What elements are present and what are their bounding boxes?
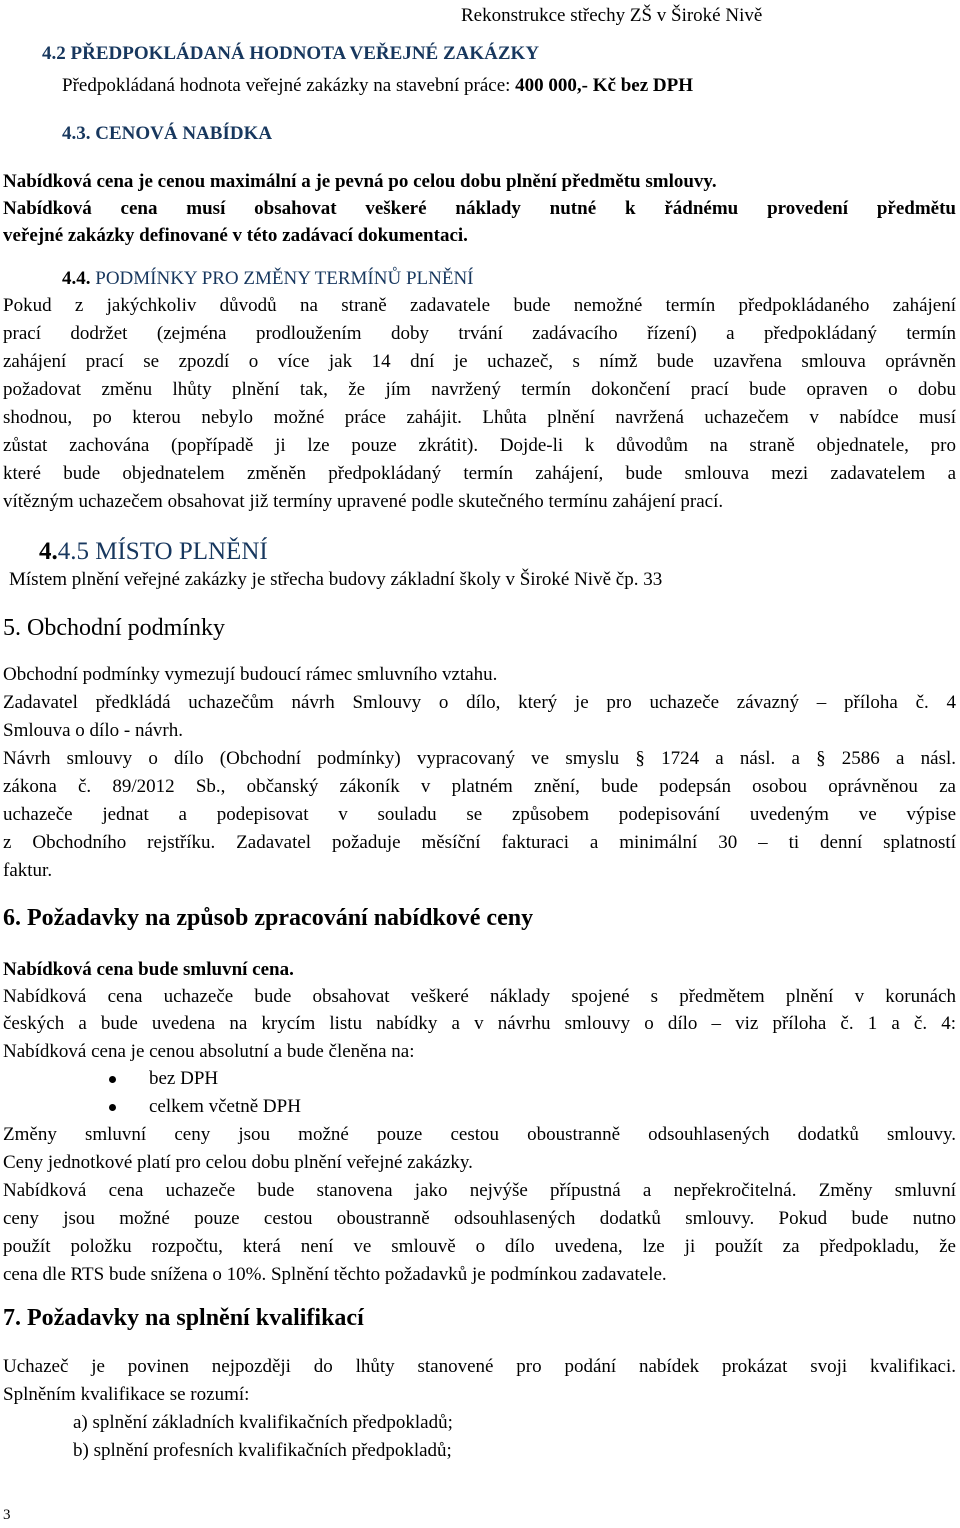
section-4-4-line: které bude objednatelem změněn předpokládaný termín zahájení, bude smlouva mezi zadavatelem a xyxy=(3,463,956,484)
running-header: Rekonstrukce střechy ZŠ v Široké Nivě xyxy=(461,5,763,26)
estimated-value-label: Předpokládaná hodnota veřejné zakázky na stavební práce: xyxy=(62,75,516,96)
section-5-line: Obchodní podmínky vymezují budoucí rámec smluvního vztahu. xyxy=(3,664,498,685)
section-4-2-text xyxy=(62,76,693,95)
section-4-4-line: prací dodržet (zejména prodloužením doby trvání zadávacího řízení) a předpokládaný termín xyxy=(3,323,956,344)
bullet-icon xyxy=(109,1104,116,1111)
section-6-line: Nabídková cena je cenou absolutní a bude členěna na: xyxy=(3,1041,415,1062)
section-4-4-line: zahájení prací se zpozdí o více jak 14 dní je uchazeč, s nímž bude uzavřena smlouva oprávněn xyxy=(3,351,956,372)
section-6-line: cena dle RTS bude snížena o 10%. Splnění těchto požadavků je podmínkou zadavatele. xyxy=(3,1264,667,1285)
section-6-line: Nabídková cena uchazeče bude stanovena jako nejvýše přípustná a nepřekročitelná. Změny smluvní xyxy=(3,1180,956,1201)
section-6-heading: 6. Požadavky na způsob zpracování nabídkové ceny xyxy=(3,905,534,931)
section-4-2-heading: 4.2 PŘEDPOKLÁDANÁ HODNOTA VEŘEJNÉ ZAKÁZKY xyxy=(42,43,540,64)
bullet-icon xyxy=(109,1076,116,1083)
section-4-4-line: zůstat zachována (popřípadě ji lze pouze zkrátit). Dojde-li k důvodům na straně objednatele, pro xyxy=(3,435,956,456)
section-5-line: faktur. xyxy=(3,860,53,881)
section-4-4-title: PODMÍNKY PRO ZMĚNY TERMÍNŮ PLNĚNÍ xyxy=(95,268,474,289)
section-4-4-number: 4.4. xyxy=(62,268,96,289)
section-6-line: použít položku rozpočtu, která není ve smlouvě o dílo uvedena, lze ji použít za předpokladu, že xyxy=(3,1236,956,1257)
estimated-value: 400 000,- Kč bez DPH xyxy=(515,75,693,96)
qualification-item: b) splnění profesních kvalifikačních předpokladů; xyxy=(73,1440,452,1461)
section-5-line: Návrh smlouvy o dílo (Obchodní podmínky) vypracovaný ve smyslu § 1724 a násl. a § 2586 a násl. xyxy=(3,748,956,769)
section-5-line: Zadavatel předkládá uchazečům návrh Smlouvy o dílo, který je pro uchazeče závazný – příloha č. 4 xyxy=(3,692,956,713)
section-4-4-line: shodnou, po kterou nebylo možné práce zahájit. Lhůta plnění navržená uchazečem v nabídce musí xyxy=(3,407,956,428)
section-4-5-title: 4.5 MÍSTO PLNĚNÍ xyxy=(57,538,268,565)
section-6-line: českých a bude uvedena na krycím listu nabídky a v návrhu smlouvy o dílo – viz příloha č. 1 a č. 4: xyxy=(3,1013,956,1034)
section-7-heading: 7. Požadavky na splnění kvalifikací xyxy=(3,1305,364,1331)
section-4-4-heading xyxy=(62,269,474,288)
section-5-line: uchazeče jednat a podepisovat v souladu se způsobem podepisování uvedeným ve výpise xyxy=(3,804,956,825)
section-4-4-line: Pokud z jakýchkoliv důvodů na straně zadavatele bude nemožné termín předpokládaného zahájení xyxy=(3,295,956,316)
qualification-item: a) splnění základních kvalifikačních předpokladů; xyxy=(73,1412,453,1433)
bullet-item: celkem včetně DPH xyxy=(149,1096,301,1117)
section-4-4-line: požadovat změnu lhůty plnění tak, že jím navržený termín dokončení prací bude opraven o dobu xyxy=(3,379,956,400)
page-number: 3 xyxy=(3,1507,11,1523)
section-4-5-heading: 4.4.5 MÍSTO PLNĚNÍ xyxy=(39,538,268,565)
section-5-line: Smlouva o dílo - návrh. xyxy=(3,720,183,741)
section-6-subheading: Nabídková cena bude smluvní cena. xyxy=(3,959,294,980)
section-4-3-heading: 4.3. CENOVÁ NABÍDKA xyxy=(62,123,273,144)
section-6-line: Nabídková cena uchazeče bude obsahovat veškeré náklady spojené s předmětem plnění v korunách xyxy=(3,986,956,1007)
bullet-item: bez DPH xyxy=(149,1068,219,1089)
section-4-5-text: Místem plnění veřejné zakázky je střecha budovy základní školy v Široké Nivě čp. 33 xyxy=(9,569,663,590)
section-4-3-line: Nabídková cena musí obsahovat veškeré náklady nutné k řádnému provedení předmětu xyxy=(3,198,956,219)
section-7-line: Uchazeč je povinen nejpozději do lhůty stanovené pro podání nabídek prokázat svoji kvalifikaci. xyxy=(3,1356,956,1377)
section-7-line: Splněním kvalifikace se rozumí: xyxy=(3,1384,250,1405)
section-4-3-line: Nabídková cena je cenou maximální a je pevná po celou dobu plnění předmětu smlouvy. xyxy=(3,171,717,192)
section-5-line: zákona č. 89/2012 Sb., občanský zákoník v platném znění, bude podepsán osobou oprávněnou za xyxy=(3,776,956,797)
section-6-line: Ceny jednotkové platí pro celou dobu plnění veřejné zakázky. xyxy=(3,1152,473,1173)
section-5-heading: 5. Obchodní podmínky xyxy=(3,615,225,641)
section-6-line: ceny jsou možné pouze cestou oboustranně odsouhlasených dodatků smlouvy. Pokud bude nutno xyxy=(3,1208,956,1229)
section-5-line: z Obchodního rejstříku. Zadavatel požaduje měsíční fakturaci a minimální 30 – ti denní splatností xyxy=(3,832,956,853)
section-4-4-line: vítězným uchazečem obsahovat již termíny upravené podle skutečného termínu zahájení prací. xyxy=(3,491,724,512)
section-4-3-line: veřejné zakázky definované v této zadávací dokumentaci. xyxy=(3,225,468,246)
section-6-line: Změny smluvní ceny jsou možné pouze cestou oboustranně odsouhlasených dodatků smlouvy. xyxy=(3,1124,956,1145)
